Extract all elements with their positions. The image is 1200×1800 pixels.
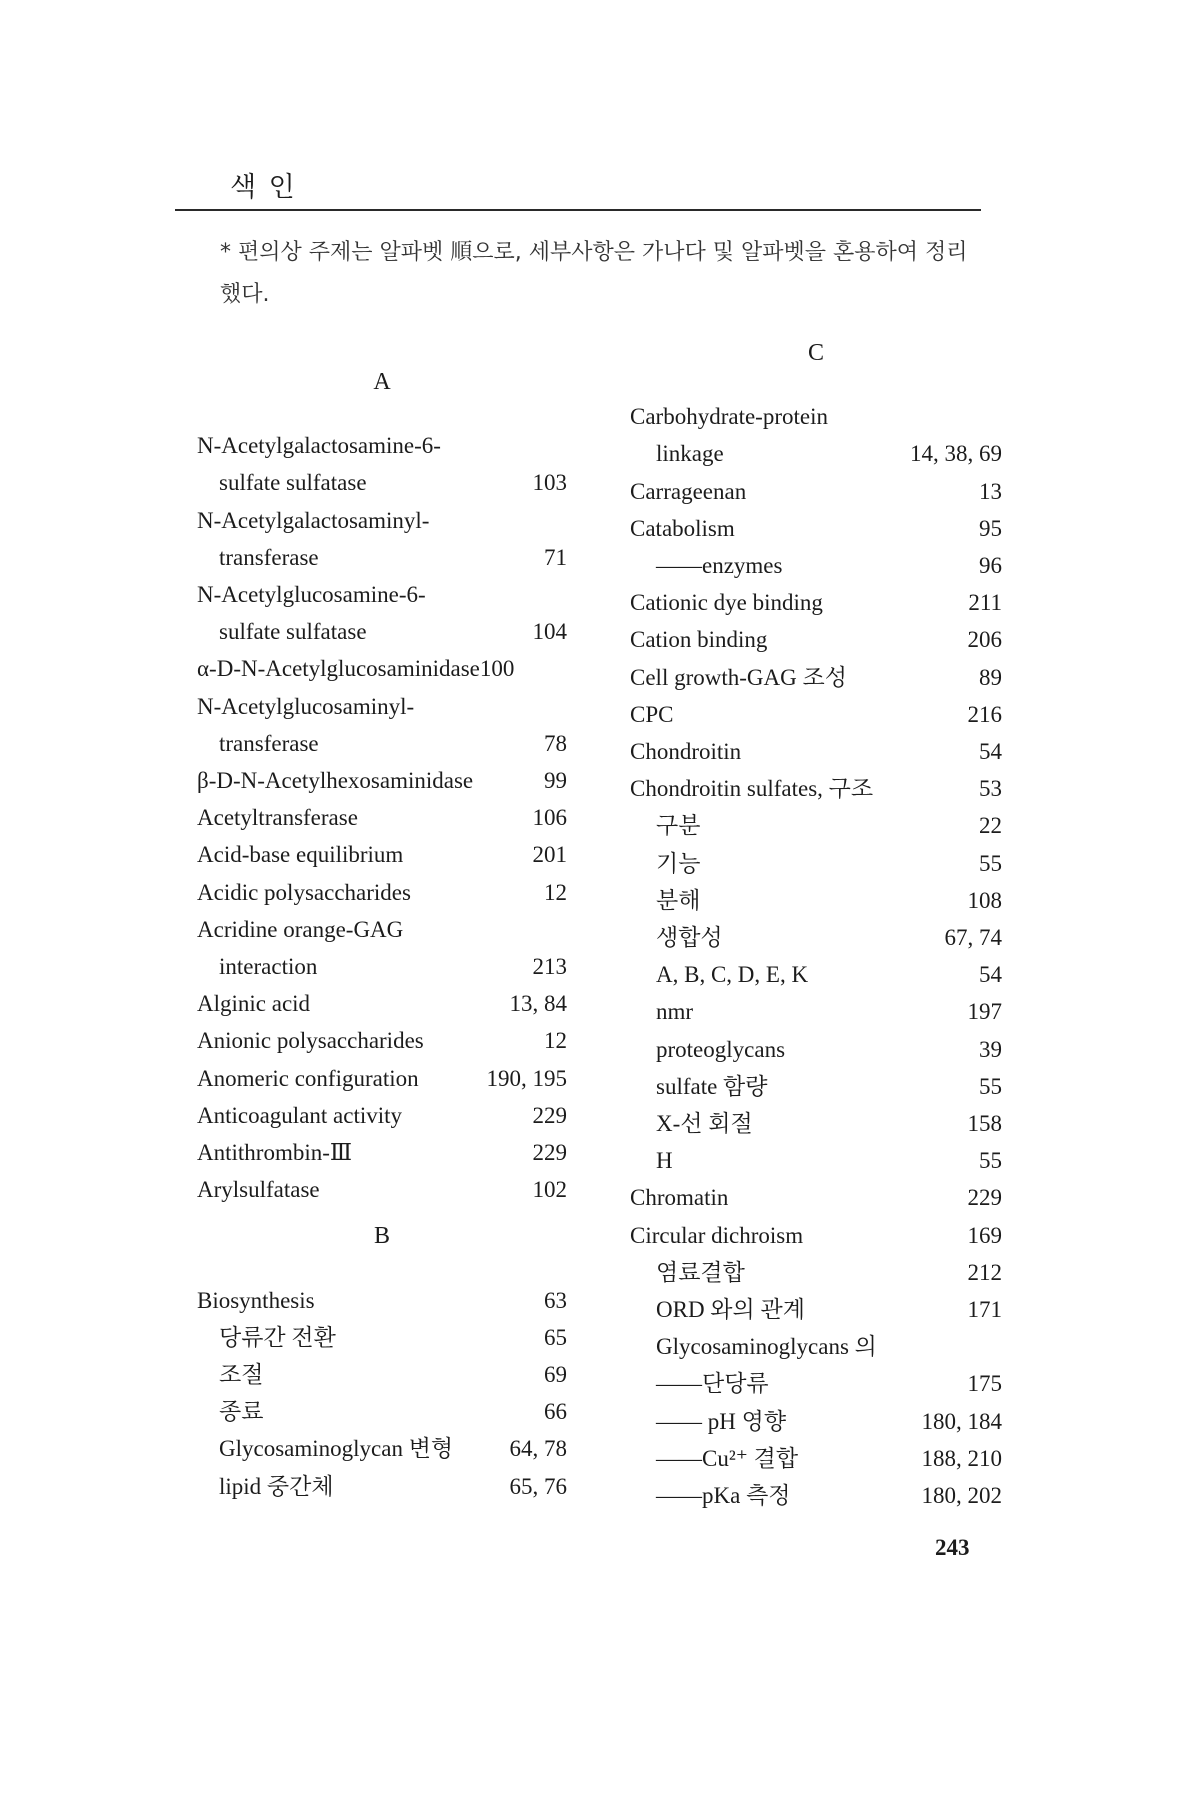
index-pages: 22 — [979, 813, 1002, 839]
index-term: Acridine orange-GAG — [197, 916, 404, 942]
index-entry — [630, 1032, 1002, 1068]
index-entry — [197, 1172, 567, 1208]
index-entry — [197, 577, 567, 613]
index-term: nmr — [656, 999, 694, 1025]
index-pages: 188, 210 — [921, 1445, 1002, 1471]
index-term: sulfate sulfatase — [219, 619, 367, 645]
index-term: Chromatin — [630, 1185, 729, 1211]
index-term: Alginic acid — [197, 991, 311, 1017]
index-term: Acidic polysaccharides — [197, 879, 411, 905]
index-term: 종료 — [219, 1399, 264, 1425]
index-term: Glycosaminoglycans 의 — [656, 1334, 877, 1360]
index-term: ——pKa 측정 — [656, 1483, 791, 1508]
index-pages: 14, 38, 69 — [910, 441, 1002, 467]
index-pages: 102 — [532, 1177, 567, 1203]
index-term: X-선 회절 — [656, 1111, 753, 1136]
index-entry — [197, 1320, 567, 1356]
index-term: Anionic polysaccharides — [197, 1028, 424, 1054]
index-pages: 201 — [532, 842, 567, 868]
index-term: H — [656, 1148, 673, 1174]
index-pages: 180, 202 — [921, 1483, 1002, 1508]
index-term: Chondroitin sulfates, 구조 — [630, 776, 874, 802]
index-entry — [197, 837, 567, 873]
index-entry — [197, 1023, 567, 1059]
index-pages: 71 — [544, 544, 567, 570]
index-pages: 13 — [979, 478, 1002, 504]
index-term: ORD 와의 관계 — [656, 1297, 805, 1322]
index-pages: 55 — [979, 1148, 1002, 1174]
index-term: sulfate 함량 — [656, 1073, 768, 1099]
section-letter: A — [373, 369, 391, 395]
index-entry — [197, 726, 567, 762]
index-term: lipid 중간체 — [219, 1473, 334, 1499]
index-entry — [630, 474, 1002, 510]
index-entry — [630, 1106, 1002, 1142]
index-entry — [197, 689, 567, 725]
index-term: Catabolism — [630, 515, 735, 541]
index-entry — [630, 771, 1002, 807]
index-entry — [197, 1135, 567, 1171]
index-entry — [630, 585, 1002, 621]
index-term: sulfate sulfatase — [219, 470, 367, 496]
index-term: proteoglycans — [656, 1036, 786, 1062]
index-pages: 216 — [967, 701, 1002, 727]
index-pages: 169 — [967, 1222, 1002, 1248]
index-entry — [630, 1069, 1002, 1105]
index-pages: 229 — [532, 1140, 567, 1165]
index-entry — [197, 875, 567, 911]
index-term: transferase — [219, 544, 319, 570]
index-term: Acetyltransferase — [197, 805, 358, 831]
title-rule — [175, 209, 981, 211]
index-term: 구분 — [656, 813, 701, 839]
index-term: β-D-N-Acetylhexosaminidase — [197, 768, 474, 793]
index-entry — [197, 986, 567, 1022]
index-term: linkage — [656, 441, 724, 467]
index-note: * 편의상 주제는 알파벳 順으로, 세부사항은 가나다 및 알파벳을 혼용하여 정리했다. — [220, 240, 968, 307]
index-pages: 89 — [979, 664, 1002, 690]
index-pages: 103 — [532, 470, 567, 496]
index-entry — [197, 614, 567, 650]
section-letter: C — [807, 340, 824, 366]
index-pages: 39 — [979, 1036, 1002, 1062]
index-pages: 108 — [967, 887, 1002, 913]
index-entry — [630, 1218, 1002, 1254]
index-term: 조절 — [219, 1362, 264, 1387]
index-pages: 229 — [532, 1102, 567, 1128]
index-entry — [630, 1292, 1002, 1328]
index-term: Anomeric configuration — [197, 1065, 419, 1091]
index-pages: 54 — [979, 739, 1002, 764]
index-entry — [197, 428, 567, 464]
index-pages: 66 — [544, 1399, 567, 1425]
index-pages: 64, 78 — [509, 1436, 567, 1462]
index-term: ——Cu²⁺ 결합 — [656, 1445, 799, 1471]
index-term: Circular dichroism — [630, 1222, 804, 1248]
index-pages: 158 — [967, 1111, 1002, 1136]
index-entry — [630, 920, 1002, 956]
index-term: 생합성 — [656, 925, 723, 950]
index-pages: 13, 84 — [509, 991, 567, 1017]
index-term: Acid-base equilibrium — [197, 842, 404, 868]
index-pages: 212 — [967, 1259, 1002, 1285]
index-pages: 211 — [968, 590, 1002, 616]
index-pages: 180, 184 — [921, 1408, 1002, 1434]
index-pages: 78 — [544, 730, 567, 756]
index-entry — [630, 1404, 1002, 1440]
index-entry — [630, 994, 1002, 1030]
index-entry — [630, 622, 1002, 658]
index-entry — [630, 883, 1002, 919]
index-entry — [197, 1357, 567, 1393]
index-entry — [197, 800, 567, 836]
index-pages: 54 — [979, 962, 1002, 988]
index-entry — [630, 1478, 1002, 1514]
index-term: —— pH 영향 — [656, 1408, 787, 1434]
index-entry — [197, 1098, 567, 1134]
index-term: Arylsulfatase — [197, 1177, 320, 1203]
index-pages: 104 — [532, 619, 567, 645]
index-pages: 197 — [967, 999, 1002, 1025]
index-pages: 12 — [544, 879, 567, 905]
index-term: ——enzymes — [656, 553, 783, 578]
index-term: N-Acetylgalactosaminyl- — [197, 507, 430, 533]
page-number: 243 — [935, 1535, 970, 1560]
index-entry — [197, 651, 567, 687]
index-term: interaction — [219, 954, 318, 979]
index-pages: 53 — [979, 776, 1002, 802]
index-pages: 12 — [544, 1028, 567, 1054]
index-term: α-D-N-Acetylglucosaminidase100 — [197, 656, 515, 682]
index-pages: 206 — [967, 627, 1002, 653]
index-term: N-Acetylglucosamine-6- — [197, 582, 426, 607]
index-entry — [630, 1180, 1002, 1216]
index-entry — [197, 503, 567, 539]
index-term: 염료결합 — [656, 1259, 745, 1285]
index-pages: 96 — [979, 553, 1002, 578]
index-term: transferase — [219, 730, 319, 756]
section-letter: B — [373, 1223, 390, 1250]
index-entry — [197, 1469, 567, 1505]
index-entry — [630, 1441, 1002, 1477]
index-entry — [197, 1394, 567, 1430]
index-entry — [630, 957, 1002, 993]
index-entry — [630, 1329, 1002, 1365]
index-entry — [630, 697, 1002, 733]
index-entry — [197, 1431, 567, 1467]
index-pages: 67, 74 — [944, 925, 1002, 950]
index-pages: 55 — [979, 1073, 1002, 1099]
index-entry — [630, 548, 1002, 584]
index-pages: 171 — [967, 1297, 1002, 1322]
index-entry — [197, 1061, 567, 1097]
index-term: CPC — [630, 701, 674, 727]
index-term: Glycosaminoglycan 변형 — [219, 1436, 454, 1462]
index-term: 당류간 전환 — [219, 1324, 336, 1350]
index-entry — [197, 763, 567, 799]
index-entry — [630, 846, 1002, 882]
index-term: N-Acetylgalactosamine-6- — [197, 433, 441, 459]
index-entry — [630, 734, 1002, 770]
index-entry — [630, 1366, 1002, 1402]
index-pages: 229 — [967, 1185, 1002, 1211]
index-pages: 190, 195 — [486, 1065, 567, 1091]
index-term: Carrageenan — [630, 478, 747, 504]
index-term: A, B, C, D, E, K — [656, 962, 809, 988]
index-pages: 95 — [979, 515, 1002, 541]
index-term: 기능 — [656, 850, 701, 876]
index-pages: 69 — [544, 1362, 567, 1387]
index-term: Cation binding — [630, 627, 768, 653]
index-entry — [630, 436, 1002, 472]
index-entry — [630, 399, 1002, 435]
index-term: Cell growth-GAG 조성 — [630, 664, 847, 690]
index-entry — [630, 1143, 1002, 1179]
index-pages: 55 — [979, 850, 1002, 876]
index-pages: 65 — [544, 1324, 567, 1350]
index-term: Antithrombin-Ⅲ — [197, 1140, 353, 1165]
index-entry — [630, 808, 1002, 844]
index-entry — [197, 540, 567, 576]
index-term: N-Acetylglucosaminyl- — [197, 693, 415, 719]
index-term: ——단당류 — [656, 1371, 769, 1397]
index-pages: 65, 76 — [509, 1473, 567, 1499]
index-term: Chondroitin — [630, 739, 742, 764]
index-pages: 63 — [544, 1287, 567, 1313]
index-entry — [197, 1283, 567, 1319]
index-entry — [630, 660, 1002, 696]
index-entry — [630, 1255, 1002, 1291]
index-pages: 106 — [532, 805, 567, 831]
index-term: Anticoagulant activity — [197, 1102, 403, 1128]
index-term: 분해 — [656, 887, 701, 913]
index-term: Carbohydrate-protein — [630, 404, 828, 430]
index-pages: 175 — [967, 1371, 1002, 1397]
index-term: Biosynthesis — [197, 1287, 315, 1313]
index-entry — [197, 465, 567, 501]
index-pages: 213 — [532, 954, 567, 979]
index-entry — [630, 511, 1002, 547]
index-term: Cationic dye binding — [630, 590, 823, 616]
index-entry — [197, 912, 567, 948]
page-title: 색 인 — [230, 172, 297, 203]
index-pages: 99 — [544, 768, 567, 793]
index-entry — [197, 949, 567, 985]
